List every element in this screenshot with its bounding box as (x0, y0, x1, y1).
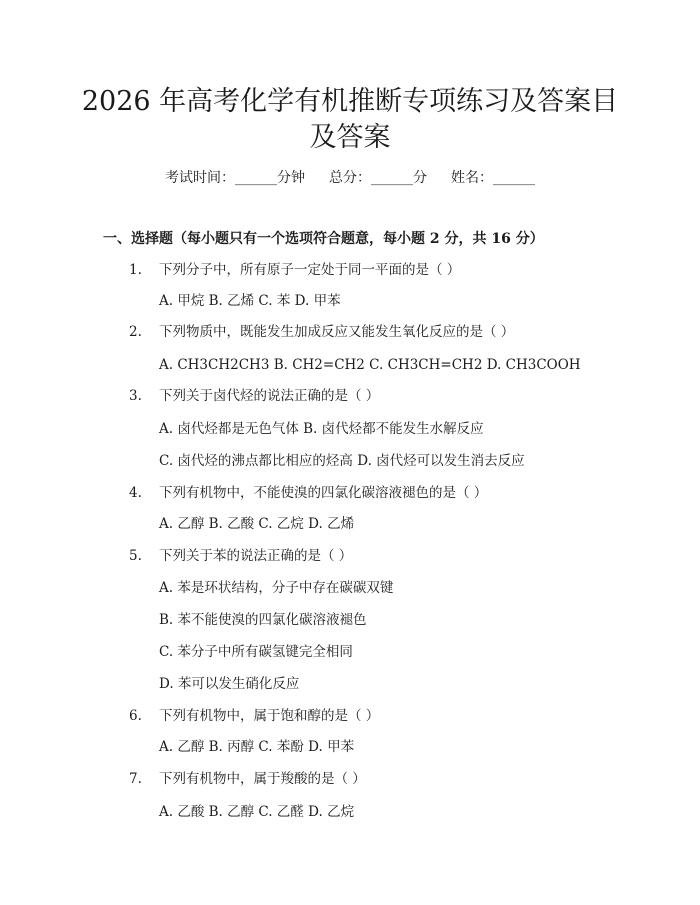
question-options: A. CH3CH2CH3 B. CH2=CH2 C. CH3CH=CH2 D. CH3COOH (159, 357, 581, 373)
question-number: 2. (129, 324, 142, 340)
question-stem (129, 546, 352, 566)
question-options: B. 苯不能使溴的四氯化碳溶液褪色 (159, 612, 367, 628)
question-stem (129, 260, 460, 280)
exam-time-field: 考试时间：______分钟 (165, 170, 305, 186)
student-name-field: 姓名：______ (451, 170, 535, 186)
question-options: A. 乙醇 B. 乙酸 C. 乙烷 D. 乙烯 (159, 516, 355, 532)
question-number: 7. (129, 771, 142, 787)
question-options: A. 甲烷 B. 乙烯 C. 苯 D. 甲苯 (159, 293, 341, 309)
question-number: 1. (129, 262, 142, 278)
question-text: 下列有机物中，不能使溴的四氯化碳溶液褪色的是（ ） (159, 485, 488, 501)
question-text: 下列分子中，所有原子一定处于同一平面的是（ ） (159, 262, 461, 278)
question-stem (129, 386, 379, 406)
question-options: C. 苯分子中所有碳氢键完全相同 (159, 644, 353, 660)
question-options: A. 苯是环状结构，分子中存在碳碳双键 (159, 580, 394, 596)
question-options: D. 苯可以发生硝化反应 (159, 676, 300, 692)
total-score-field: 总分：______分 (329, 170, 427, 186)
question-number: 3. (129, 388, 142, 404)
question-text: 下列有机物中，属于饱和醇的是（ ） (159, 708, 380, 724)
document-title-line-1: 2026 年高考化学有机推断专项练习及答案目 (81, 86, 619, 117)
document-title-line-2: 及答案 (309, 122, 391, 153)
question-options: A. 乙酸 B. 乙醇 C. 乙醛 D. 乙烷 (159, 804, 355, 820)
question-number: 6. (129, 708, 142, 724)
exam-info-line (0, 168, 700, 188)
question-options: A. 卤代烃都是无色气体 B. 卤代烃都不能发生水解反应 (159, 421, 484, 437)
section-heading-multiple-choice: 一、选择题（每小题只有一个选项符合题意，每小题 2 分，共 16 分） (103, 231, 544, 247)
question-text: 下列关于卤代烃的说法正确的是（ ） (159, 388, 380, 404)
question-text: 下列关于苯的说法正确的是（ ） (159, 548, 353, 564)
question-number: 5. (129, 548, 142, 564)
question-number: 4. (129, 485, 142, 501)
question-stem (129, 706, 379, 726)
question-stem (129, 483, 487, 503)
question-stem (129, 322, 514, 342)
question-text: 下列物质中，既能发生加成反应又能发生氧化反应的是（ ） (159, 324, 515, 340)
question-stem (129, 769, 366, 789)
question-text: 下列有机物中，属于羧酸的是（ ） (159, 771, 366, 787)
question-options: A. 乙醇 B. 丙醇 C. 苯酚 D. 甲苯 (159, 739, 355, 755)
question-options: C. 卤代烃的沸点都比相应的烃高 D. 卤代烃可以发生消去反应 (159, 453, 525, 469)
